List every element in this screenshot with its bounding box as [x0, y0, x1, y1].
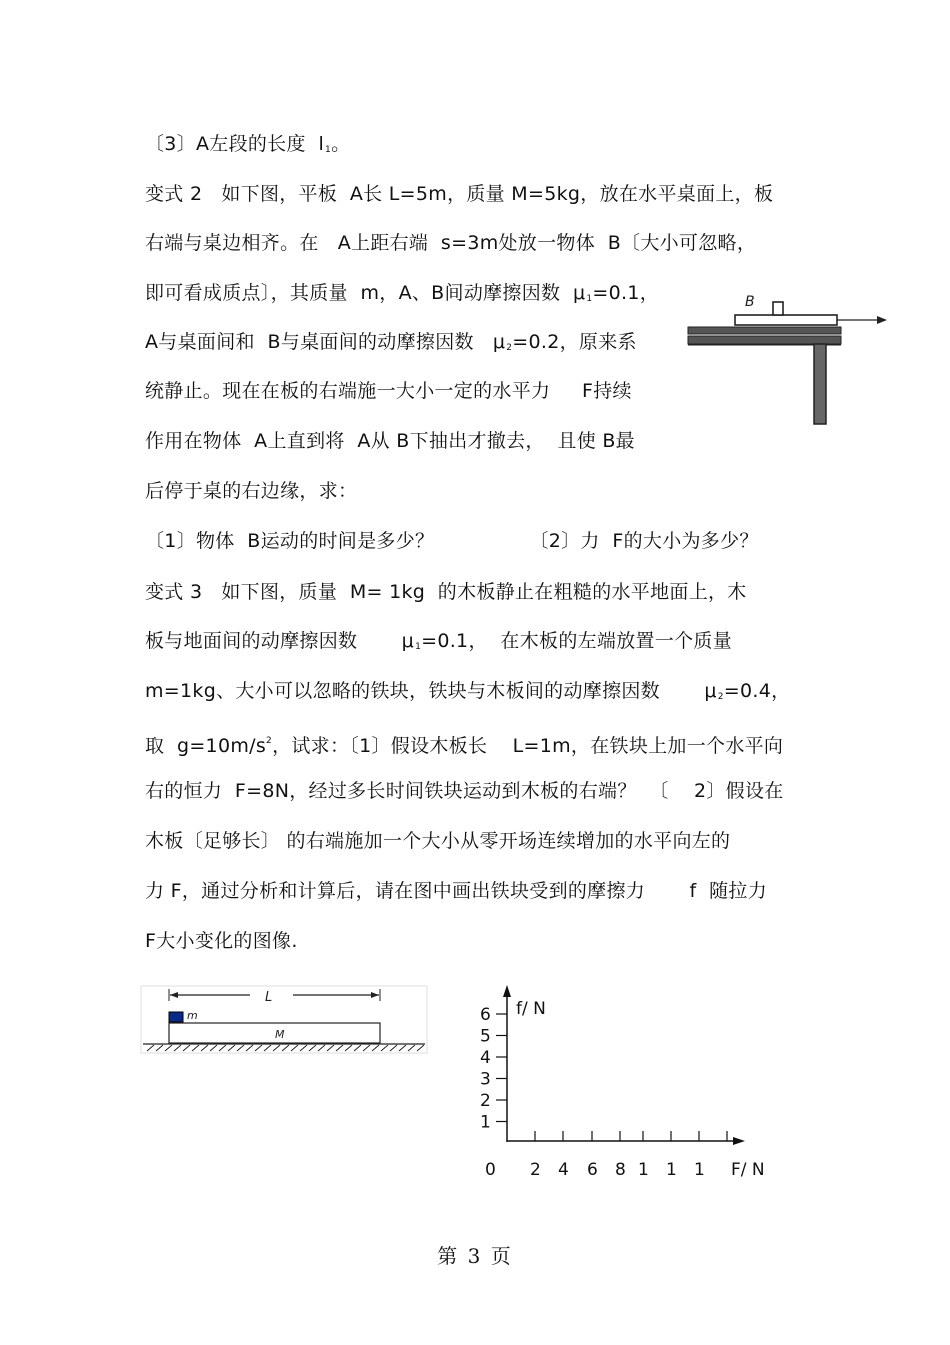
label-b: B — [745, 294, 755, 310]
text-line: 〔1〕物体 B运动的时间是多少？ 〔2〕力 F的大小为多少？ — [145, 530, 759, 552]
text-line: F大小变化的图像. — [145, 930, 298, 952]
x-tick-label: 8 — [615, 1160, 626, 1180]
text-line: 〔3〕A左段的长度 $l_1$。 — [145, 133, 351, 155]
text-line: 变式 2 如下图，平板 A长 L=5m，质量 M=5kg，放在水平桌面上，板 — [145, 183, 774, 205]
text-line: 右端与桌边相齐。在 A上距右端 s=3m处放一物体 B〔大小可忽略， — [145, 232, 757, 254]
text-line: 右的恒力 F=8N，经过多长时间铁块运动到木板的右端？ 〔 2〕假设在 — [145, 780, 784, 802]
table-top-1 — [688, 327, 841, 334]
y-tick-label: 1 — [480, 1112, 491, 1133]
text-line: 木板〔足够长〕 的右端施加一个大小从零开场连续增加的水平向左的 — [145, 830, 731, 852]
block-b — [773, 302, 783, 315]
y-tick-label: 5 — [480, 1026, 491, 1047]
table-top-2 — [688, 336, 841, 344]
label-m: m — [187, 1009, 198, 1022]
x-tick-label: 4 — [558, 1160, 569, 1180]
table-leg — [814, 344, 826, 424]
text-line: 即可看成质点〕，其质量 m，A、B间动摩擦因数 $\mu_1=0.1$， — [145, 282, 660, 304]
y-axis-arrowhead — [503, 985, 511, 997]
x-tick-label: 6 — [587, 1160, 598, 1180]
text-line: 取 $g=10m/s^2$，试求：〔1〕假设木板长 L=1m，在铁块上加一个水平向 — [145, 735, 784, 757]
x-tick-label: 1 — [694, 1160, 705, 1180]
text-line: 后停于桌的右边缘，求： — [145, 480, 358, 502]
y-tick-label: 3 — [480, 1069, 491, 1090]
y-axis-label: f/ N — [516, 999, 546, 1019]
text-line: m=1kg、大小可以忽略的铁块，铁块与木板间的动摩擦因数 $\mu_2=0.4$， — [145, 680, 791, 702]
page-footer: 第 3 页 — [437, 1244, 513, 1268]
x-axis-label: F/ N — [731, 1160, 765, 1180]
iron-block-m — [169, 1012, 183, 1022]
text-line: 变式 3 如下图，质量 M= 1kg 的木板静止在粗糙的水平地面上，木 — [145, 581, 747, 603]
x-tick-label: 1 — [666, 1160, 677, 1180]
text-line: A与桌面间和 B与桌面间的动摩擦因数 $\mu_2=0.2$，原来系 — [145, 331, 637, 353]
text-line: 作用在物体 A上直到将 A从 B下抽出才撤去， 且使 B最 — [145, 430, 635, 452]
text-line: 板与地面间的动摩擦因数 $\mu_1=0.1$， 在木板的左端放置一个质量 — [145, 630, 733, 652]
table-plank-figure — [685, 290, 895, 430]
plank-a — [735, 315, 837, 325]
friction-force-chart — [470, 980, 780, 1190]
board-ground-figure — [140, 985, 430, 1055]
text-line: 力 F，通过分析和计算后，请在图中画出铁块受到的摩擦力 f 随拉力 — [145, 880, 768, 902]
x-tick-label: 1 — [638, 1160, 649, 1180]
label-big-m: M — [275, 1028, 285, 1041]
y-tick-label: 2 — [480, 1091, 491, 1111]
text-line: 统静止。现在在板的右端施一大小一定的水平力 F持续 — [145, 380, 632, 402]
label-l: L — [265, 990, 273, 1005]
force-arrowhead — [877, 316, 887, 324]
x-tick-label: 2 — [530, 1160, 541, 1180]
y-tick-label: 6 — [480, 1005, 491, 1025]
x-tick-label: 0 — [485, 1160, 496, 1180]
y-tick-label: 4 — [480, 1048, 491, 1068]
x-axis-arrowhead — [733, 1137, 745, 1145]
